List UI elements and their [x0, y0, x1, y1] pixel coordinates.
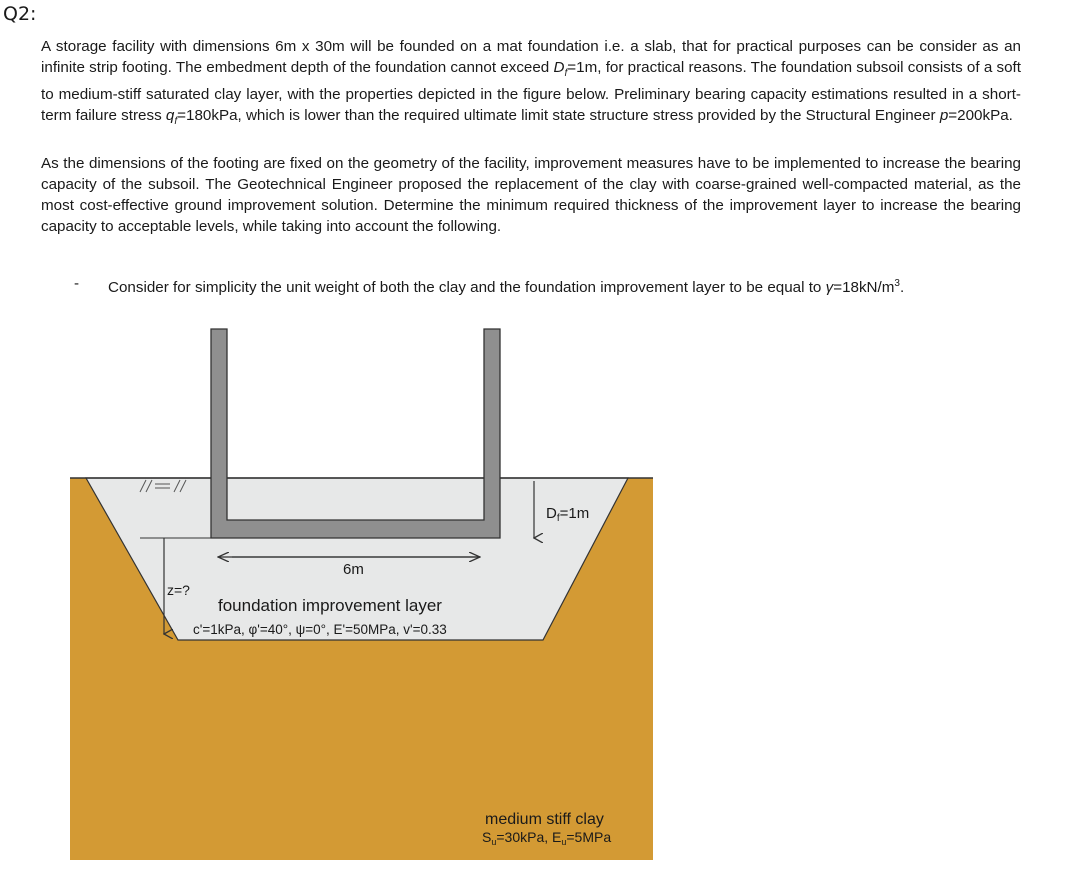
p-symbol: p	[939, 107, 949, 125]
df-subscript: f	[564, 68, 568, 80]
paragraph-task: As the dimensions of the footing are fixed on the geometry of the facility, improvement measures have to be implemented to increase the bearing capacity of the subsoil. The Geotechnical Engineer proposed the replacement of the clay with coarse-grained well-compacted material, as the most cost-effective ground improvement solution. Determine the minimum required thickness of the improvement layer to increase the bearing capacity to acceptable levels, while taking into account the following.	[41, 155, 1021, 235]
cube-superscript: 3	[894, 278, 900, 289]
qf-symbol: q	[165, 107, 175, 125]
df-label: $D_f=1m$	[546, 505, 590, 524]
df-symbol: D	[553, 59, 565, 76]
clay-su-value: =30kPa, E	[496, 829, 562, 845]
z-label: z=?	[167, 582, 190, 598]
p1-text-3: =180kPa, which is lower than the required ultimate limit state structure stress provided by the Structural Engineer	[177, 107, 940, 125]
bullet-text-2: =18kN/m	[833, 279, 895, 297]
clay-title: medium stiff clay	[485, 811, 604, 828]
p1-text-1: A storage facility with dimensions 6m x 30m will be founded on a mat foundation i.e. a slab, that for practical purposes can be consider as an infinite strip footing. The embedment depth of the foundation cannot exceed	[41, 38, 1021, 76]
df-label-value: =1m	[559, 505, 590, 522]
p1-text-4: =200kPa.	[948, 107, 1013, 125]
bullet-text-1: Consider for simplicity the unit weight of both the clay and the foundation improvement layer to be equal to	[108, 279, 826, 297]
clay-eu-value: =5MPa	[566, 829, 612, 845]
bullet-text-3: .	[899, 279, 905, 297]
df-label-sub: f	[556, 513, 560, 524]
p1-text-2: =1m, for practical reasons. The foundation subsoil consists of a soft to medium-stiff saturated clay layer, with the properties depicted in the figure below. Preliminary bearing capacity estimations resulted in a short-term failure stress	[41, 59, 1021, 125]
gamma-symbol: γ	[825, 279, 834, 297]
improvement-layer	[86, 478, 628, 640]
layer-properties: c'=1kPa, φ'=40°, ψ=0°, E'=50MPa, v'=0.33	[193, 622, 447, 637]
clay-su-sub: u	[491, 837, 497, 847]
qf-subscript: f	[174, 116, 178, 128]
width-label: 6m	[343, 561, 364, 578]
bullet-marker: -	[74, 275, 80, 292]
clay-properties: $S_u=30kPa$, $E_u=5MPa$	[482, 829, 612, 847]
clay-eu-sub: u	[561, 837, 567, 847]
layer-title: foundation improvement layer	[218, 596, 442, 615]
question-label: Q2:	[3, 3, 37, 25]
